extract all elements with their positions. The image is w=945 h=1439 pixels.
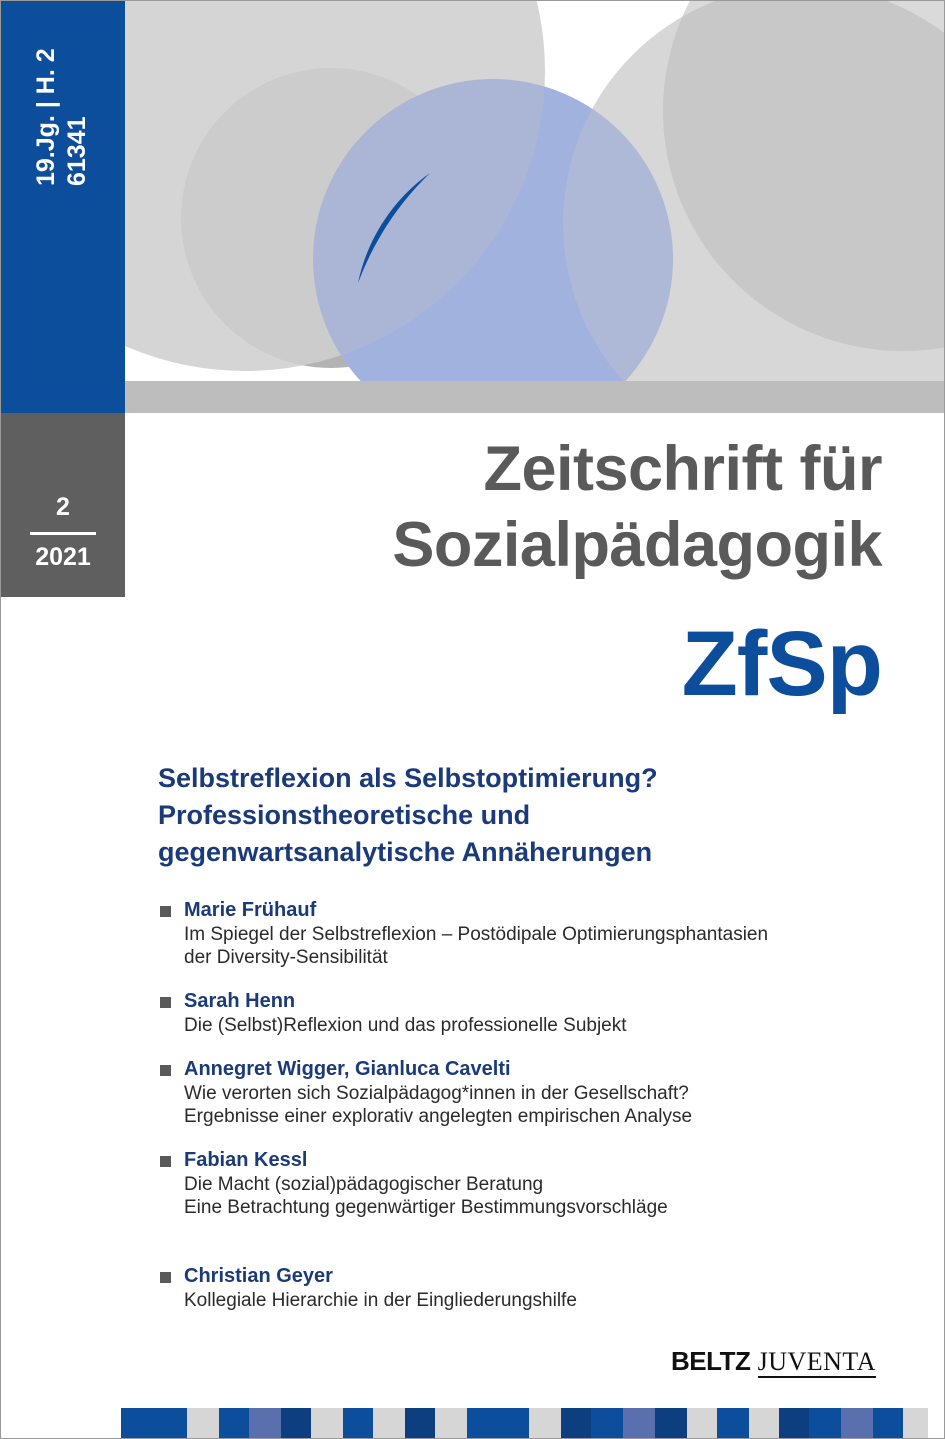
strip-segment <box>311 1408 343 1439</box>
volume-issue-label: 19.Jg. | H. 2 <box>32 48 60 186</box>
strip-segment <box>779 1408 809 1439</box>
strip-segment <box>405 1408 435 1439</box>
issue-theme-line2: Professionstheoretische und <box>158 800 531 830</box>
cover-artwork <box>125 1 945 381</box>
article-title-line: Die (Selbst)Reflexion und das professionelle Subjekt <box>184 1015 627 1036</box>
square-bullet-icon <box>160 997 171 1008</box>
square-bullet-icon <box>160 906 171 917</box>
journal-title <box>392 431 882 583</box>
strip-segment <box>281 1408 311 1439</box>
strip-segment <box>467 1408 529 1439</box>
toc-entry-fruehauf <box>158 897 918 969</box>
strip-segment <box>121 1408 187 1439</box>
publisher-logo <box>671 1346 876 1377</box>
square-bullet-icon <box>160 1156 171 1167</box>
strip-segment <box>343 1408 373 1439</box>
strip-segment <box>561 1408 591 1439</box>
strip-segment <box>687 1408 717 1439</box>
journal-abbreviation: ZfSp <box>681 613 882 715</box>
table-of-contents <box>158 897 918 1312</box>
overlapping-circles-graphic <box>125 1 945 381</box>
author-name: Sarah Henn <box>184 990 296 1012</box>
strip-segment <box>187 1408 219 1439</box>
strip-segment <box>373 1408 405 1439</box>
strip-segment <box>717 1408 749 1439</box>
strip-segment <box>903 1408 928 1439</box>
issue-theme-line1: Selbstreflexion als Selbstoptimierung? <box>158 763 658 793</box>
article-title-line: Eine Betrachtung gegenwärtiger Bestimmungsvorschläge <box>184 1197 668 1218</box>
strip-segment <box>749 1408 779 1439</box>
strip-segment <box>841 1408 873 1439</box>
publisher-name-beltz: BELTZ <box>671 1346 751 1376</box>
strip-segment <box>873 1408 903 1439</box>
journal-title-line1: Zeitschrift für <box>483 434 882 504</box>
strip-segment <box>809 1408 841 1439</box>
article-title-line: Wie verorten sich Sozialpädagog*innen in der Gesellschaft? <box>184 1083 689 1104</box>
issue-theme-line3: gegenwartsanalytische Annäherungen <box>158 837 653 867</box>
author-name: Marie Frühauf <box>184 899 317 921</box>
author-name: Christian Geyer <box>184 1265 333 1287</box>
issue-year: 2021 <box>35 543 91 571</box>
author-name: Fabian Kessl <box>184 1149 308 1171</box>
article-title-line: Die Macht (sozial)pädagogischer Beratung <box>184 1174 544 1195</box>
author-name: Annegret Wigger, Gianluca Cavelti <box>184 1058 511 1080</box>
issue-divider <box>30 532 96 535</box>
toc-entry-henn <box>158 988 918 1037</box>
article-title-line: der Diversity-Sensibilität <box>184 947 388 968</box>
toc-entry-wigger-cavelti <box>158 1056 918 1128</box>
toc-entry-geyer <box>158 1263 918 1312</box>
strip-segment <box>249 1408 281 1439</box>
order-number: 61341 <box>63 116 91 186</box>
toc-entry-kessl <box>158 1147 918 1219</box>
issue-box <box>1 413 125 597</box>
spine-label <box>31 48 93 186</box>
issue-number: 2 <box>56 493 70 521</box>
article-title-line: Kollegiale Hierarchie in der Eingliederungshilfe <box>184 1290 577 1311</box>
publisher-name-juventa: JUVENTA <box>757 1347 876 1376</box>
article-title-line: Im Spiegel der Selbstreflexion – Postödipale Optimierungsphantasien <box>184 924 769 945</box>
strip-segment <box>591 1408 623 1439</box>
strip-segment <box>219 1408 249 1439</box>
spine-blue-block <box>1 1 125 413</box>
strip-segment <box>529 1408 561 1439</box>
article-title-line: Ergebnisse einer explorativ angelegten empirischen Analyse <box>184 1106 693 1127</box>
square-bullet-icon <box>160 1272 171 1283</box>
strip-segment <box>655 1408 687 1439</box>
strip-segment <box>623 1408 655 1439</box>
issue-theme <box>158 760 658 871</box>
decorative-color-strip <box>121 1408 945 1439</box>
square-bullet-icon <box>160 1065 171 1076</box>
gray-divider-band <box>125 381 945 413</box>
strip-segment <box>435 1408 467 1439</box>
journal-title-line2: Sozialpädagogik <box>392 510 882 580</box>
